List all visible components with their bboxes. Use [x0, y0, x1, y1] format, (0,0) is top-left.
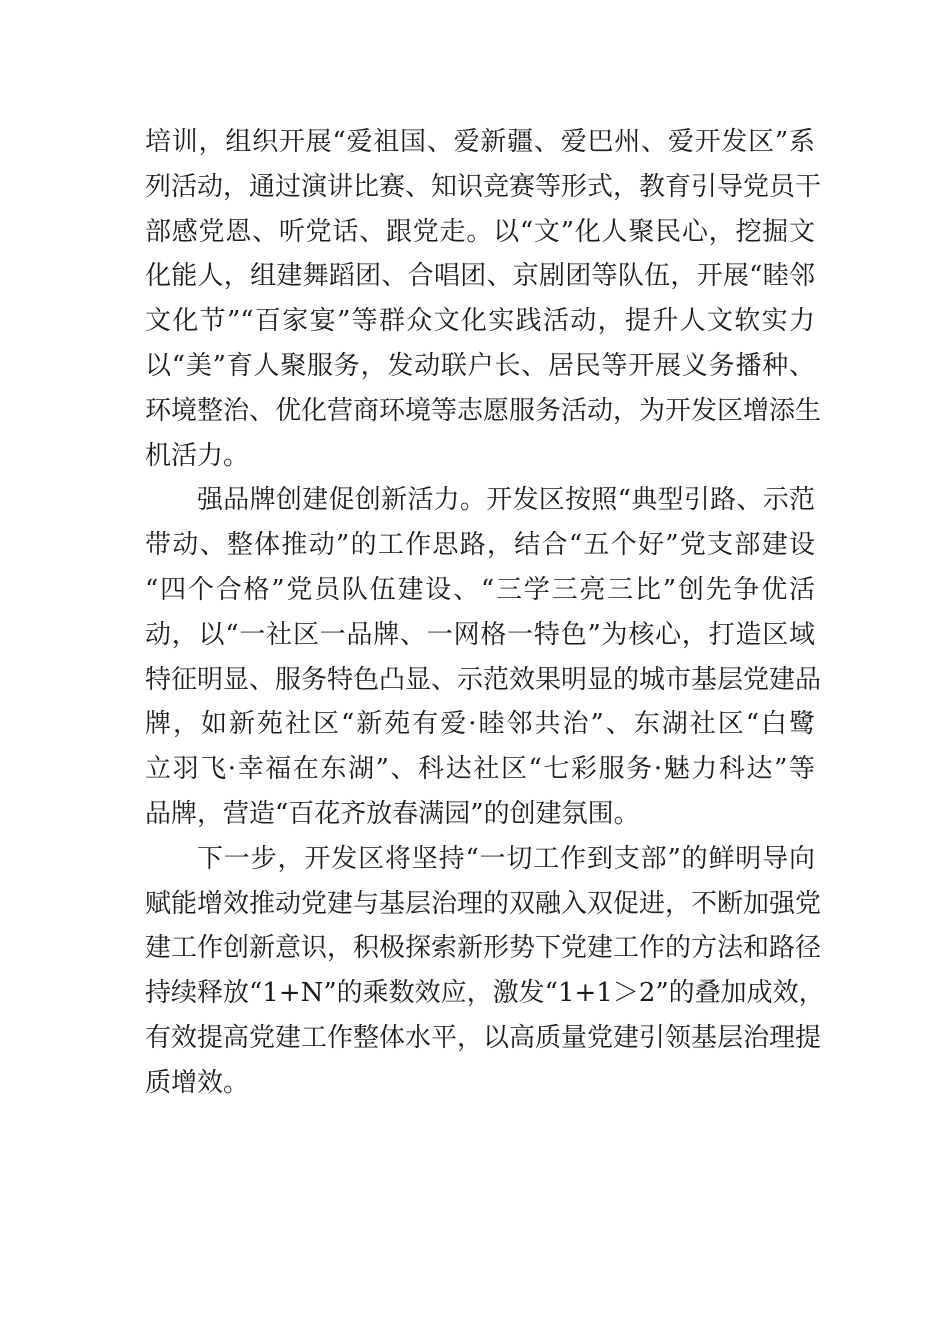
paragraph — [145, 837, 825, 1106]
text-line: 化能人，组建舞蹈团、合唱团、京剧团等队伍，开展“睦邻 — [145, 261, 815, 292]
body-text — [145, 120, 825, 1106]
text-line: 赋能增效推动党建与基层治理的双融入双促进，不断加强党 — [145, 888, 822, 919]
text-line: 部感党恩、听党话、跟党走。以“文”化人聚民心，挖掘文 — [145, 216, 815, 247]
text-line: 列活动，通过演讲比赛、知识竞赛等形式，教育引导党员干 — [145, 171, 822, 202]
text-line: “四个合格”党员队伍建设、“三学三亮三比”创先争优活 — [145, 574, 815, 605]
text-line: 有效提高党建工作整体水平，以高质量党建引领基层治理提 — [145, 1022, 822, 1053]
text-line: 品牌，营造“百花齐放春满园”的创建氛围。 — [145, 798, 640, 829]
paragraph — [145, 478, 822, 836]
paragraph — [145, 120, 822, 478]
text-line: 动，以“一社区一品牌、一网格一特色”为核心，打造区域 — [145, 619, 815, 650]
text-line: 建工作创新意识，积极探索新形势下党建工作的方法和路径 — [145, 933, 822, 964]
text-line: 牌，如新苑社区“新苑有爱·睦邻共治”、东湖社区“白鹭 — [145, 709, 815, 740]
text-line: 下一步，开发区将坚持“一切工作到支部”的鲜明导向 — [197, 843, 815, 874]
text-line: 文化节”“百家宴”等群众文化实践活动，提升人文软实力 — [145, 306, 815, 337]
text-line: 培训，组织开展“爱祖国、爱新疆、爱巴州、爱开发区”系 — [145, 127, 815, 157]
text-line: 持续释放“1+N”的乘数效应，激发“1+1＞2”的叠加成效， — [145, 978, 825, 1009]
text-line: 立羽飞·幸福在东湖”、科达社区“七彩服务·魅力科达”等 — [145, 754, 815, 785]
text-line: 以“美”育人聚服务，发动联户长、居民等开展义务播种、 — [145, 350, 815, 381]
text-line: 环境整治、优化营商环境等志愿服务活动，为开发区增添生 — [145, 395, 822, 426]
text-line: 带动、整体推动”的工作思路，结合“五个好”党支部建设 — [145, 530, 815, 561]
text-line: 机活力。 — [145, 440, 250, 471]
text-line: 强品牌创建促创新活力。开发区按照“典型引路、示范 — [197, 485, 815, 516]
text-line: 特征明显、服务特色凸显、示范效果明显的城市基层党建品 — [145, 664, 822, 695]
text-line: 质增效。 — [145, 1067, 250, 1098]
